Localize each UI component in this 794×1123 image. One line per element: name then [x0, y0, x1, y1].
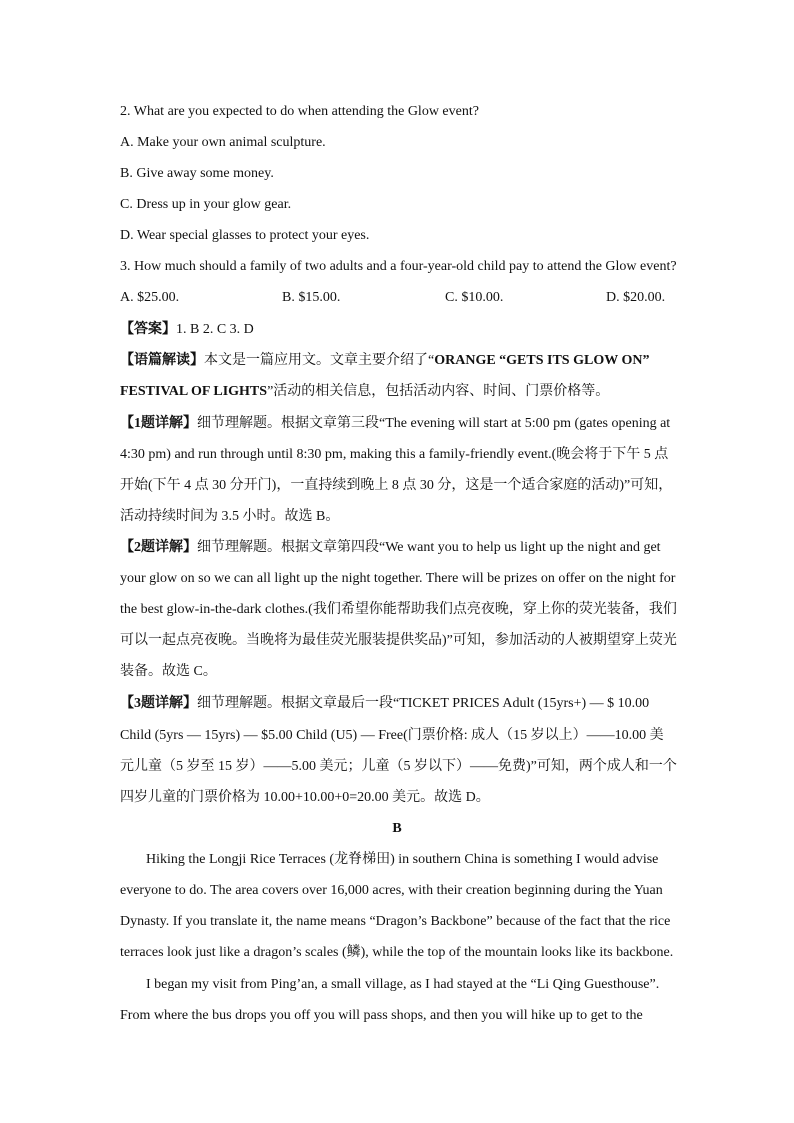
detail-1-line-1: [120, 414, 670, 434]
detail-2-line-3: the best glow-in-the-dark clothes.(我们希望你能帮助我们点亮夜晚，穿上你的荧光装备，我们: [120, 602, 677, 617]
answer-value: 1. B 2. C 3. D: [176, 322, 254, 337]
overview-text-1: 本文是一篇应用文。文章主要介绍了“: [204, 353, 435, 368]
section-b-heading: B: [392, 821, 402, 836]
section-b-line-5: I began my visit from Ping’an, a small village, as I had stayed at the “Li Qing Guesthouse”.: [146, 977, 660, 992]
detail-2-line-2: your glow on so we can all light up the night together. There will be prizes on offer on the night for: [120, 571, 676, 586]
question-3-option-d: D. $20.00.: [606, 290, 666, 305]
detail-3-line-3: 元儿童（5 岁至 15 岁）——5.00 美元；儿童（5 岁以下）——免费)”可知，两个成人和一个: [120, 759, 677, 774]
question-3-option-c: C. $10.00.: [445, 290, 504, 305]
question-2-option-c: C. Dress up in your glow gear.: [120, 197, 292, 212]
detail-2-label: 【2题详解】: [120, 540, 197, 555]
overview-line-2: [120, 382, 609, 402]
question-2-option-b: B. Give away some money.: [120, 166, 274, 181]
detail-3-text: 细节理解题。根据文章最后一段“TICKET PRICES Adult (15yrs+) — $ 10.00: [197, 696, 650, 711]
detail-3-label: 【3题详解】: [120, 696, 197, 711]
detail-3-line-4: 四岁儿童的门票价格为 10.00+10.00+0=20.00 美元。故选 D。: [120, 790, 490, 805]
section-b-line-2: everyone to do. The area covers over 16,000 acres, with their creation beginning during the Yuan: [120, 883, 663, 898]
section-b-line-1: Hiking the Longji Rice Terraces (龙脊梯田) in southern China is something I would advise: [146, 852, 659, 867]
answer-line: [120, 320, 254, 340]
detail-3-line-1: [120, 694, 649, 714]
overview-line-1: [120, 351, 649, 371]
section-b-line-6: From where the bus drops you off you will pass shops, and then you will hike up to get to the: [120, 1008, 643, 1023]
overview-event-name-1: ORANGE “GETS ITS GLOW ON”: [434, 353, 650, 368]
question-2-text: 2. What are you expected to do when attending the Glow event?: [120, 104, 479, 119]
detail-1-line-2: 4:30 pm) and run through until 8:30 pm, making this a family-friendly event.(晚会将于下午 5 点: [120, 447, 669, 462]
detail-2-line-1: [120, 538, 661, 558]
detail-1-label: 【1题详解】: [120, 416, 197, 431]
overview-event-name-2: FESTIVAL OF LIGHTS: [120, 384, 268, 399]
question-3-option-a: A. $25.00.: [120, 290, 180, 305]
detail-2-line-5: 装备。故选 C。: [120, 664, 217, 679]
detail-2-line-4: 可以一起点亮夜晚。当晚将为最佳荧光服装提供奖品)”可知，参加活动的人被期望穿上荧光: [120, 633, 677, 648]
detail-3-line-2: Child (5yrs — 15yrs) — $5.00 Child (U5) — Free(门票价格: 成人（15 岁以上）——10.00 美: [120, 728, 664, 743]
question-3-option-b: B. $15.00.: [282, 290, 341, 305]
question-2-option-d: D. Wear special glasses to protect your eyes.: [120, 228, 370, 243]
section-b-line-4: terraces look just like a dragon’s scales (鳞), while the top of the mountain looks like its backbone.: [120, 945, 674, 960]
overview-label: 【语篇解读】: [120, 353, 204, 368]
answer-label: 【答案】: [120, 322, 176, 337]
detail-1-line-3: 开始(下午 4 点 30 分开门)，一直持续到晚上 8 点 30 分，这是一个适合家庭的活动)”可知，: [120, 478, 673, 493]
detail-2-text: 细节理解题。根据文章第四段“We want you to help us light up the night and get: [197, 540, 661, 555]
detail-1-text: 细节理解题。根据文章第三段“The evening will start at 5:00 pm (gates opening at: [197, 416, 671, 431]
overview-text-2: ”活动的相关信息，包括活动内容、时间、门票价格等。: [267, 384, 610, 399]
question-3-text: 3. How much should a family of two adults and a four-year-old child pay to attend the Glow event?: [120, 259, 677, 274]
section-b-line-3: Dynasty. If you translate it, the name means “Dragon’s Backbone” because of the fact that the rice: [120, 914, 671, 929]
detail-1-line-4: 活动持续时间为 3.5 小时。故选 B。: [120, 509, 340, 524]
question-3-options: [120, 288, 680, 308]
question-2-option-a: A. Make your own animal sculpture.: [120, 135, 326, 150]
